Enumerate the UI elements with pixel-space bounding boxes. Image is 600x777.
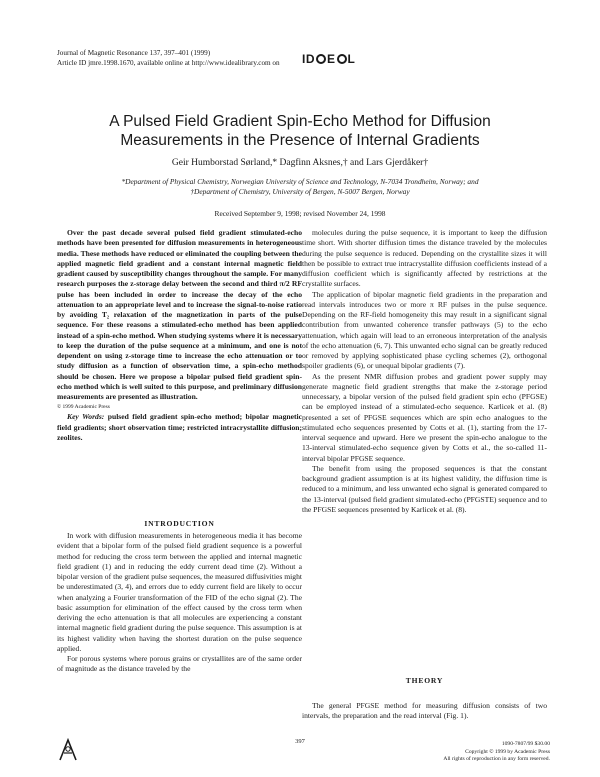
keywords xyxy=(57,412,302,443)
rights-line: All rights of reproduction in any form reserved. xyxy=(443,756,550,762)
intro-paragraph: For porous systems where porous grains or crystallites are of the same order of magnitude as the distance traveled by the xyxy=(57,654,302,674)
intro-paragraph: In work with diffusion measurements in heterogeneous media it has become evident that a bipolar form of the pulsed field gradient sequence is a powerful method for reducing the cross term between the applied and internal magnetic field gradient (1) and in reducing the eddy current dead time (2). Without a bipolar version of the gradient pulse sequences, the measured diffusivities might be underestimated (3, 4), and errors due to eddy current field are likely to occur when analyzing a Fourier transformation of the FID of the echo signal (2). The basic assumption for elimination of the effect caused by the cross term when deriving the echo attenuation is that all molecules are experiencing a constant internal magnetic field gradient during the pulse sequence. This assumption is at its highest validity when having the shortest duration on the pulse sequence applied. xyxy=(57,531,302,653)
logo-circle-icon xyxy=(316,54,326,64)
ideal-logo[interactable] xyxy=(302,52,355,66)
copyright-footer xyxy=(380,741,550,764)
affiliations xyxy=(60,177,540,197)
theory-body xyxy=(302,701,547,722)
abstract xyxy=(57,228,302,443)
keywords-text: pulsed field gradient spin-echo method; bipolar magnetic field gradients; short observation time; restricted intracrystallite diffusion; zeolites. xyxy=(57,412,302,442)
title-line-2: Measurements in the Presence of Internal Gradients xyxy=(120,132,480,149)
body-paragraph: molecules during the pulse sequence, it is important to keep the diffusion time short. With shorter diffusion times the distance traveled by the molecules during the pulse sequence is reduced. Depending on the crystallite sizes it will then be possible to extract true intracrystallite diffusion coefficients instead of a diffusion coefficient which is significantly affected by restrictions at the crystallite surfaces. xyxy=(302,228,547,289)
journal-citation: Journal of Magnetic Resonance 137, 397–401 (1999) xyxy=(57,49,211,57)
received-date: Received September 9, 1998; revised November 24, 1998 xyxy=(214,209,386,218)
title-line-1: A Pulsed Field Gradient Spin-Echo Method for Diffusion xyxy=(109,113,491,130)
article-id-line[interactable]: Article ID jmre.1998.1670, available online at http://www.idealibrary.com on xyxy=(57,59,280,67)
issn-price: 1090-7807/99 $30.00 xyxy=(501,741,550,747)
affiliation-2: †Department of Chemistry, University of Bergen, N-5007 Bergen, Norway xyxy=(190,187,410,196)
logo-text-id: ID xyxy=(302,52,315,66)
paper-title xyxy=(60,112,540,150)
body-paragraph: The application of bipolar magnetic field gradients in the preparation and read intervals introduces two or more π RF pulses in the pulse sequence. Depending on the RF-field homogeneity this may result in a significant signal contribution from unwanted coherence transfer pathways (5) to the echo attenuation, which again will lead to an erroneous interpretation of the analysis of the echo attenuation (6, 7). This unwanted echo signal can be greatly reduced or removed by applying sophisticated phase cycling schemes (2), orthogonal spoiler gradients (6), or unequal bipolar gradients (7). xyxy=(302,289,547,371)
logo-circle-icon xyxy=(337,54,347,64)
introduction-heading: INTRODUCTION xyxy=(144,519,215,528)
right-column-body xyxy=(302,228,547,515)
logo-text-l: L xyxy=(347,52,356,66)
academic-press-logo-icon xyxy=(57,738,79,762)
theory-heading: THEORY xyxy=(405,676,444,685)
page-number: 397 xyxy=(295,738,305,745)
affiliation-1: *Department of Physical Chemistry, Norwegian University of Science and Technology, N-7034 Trondheim, Norway; and xyxy=(121,177,479,186)
body-paragraph: The benefit from using the proposed sequences is that the constant background gradient assumption is at its highest validity, the diffusion time is reduced to a minimum, and less unwanted echo signal is generated compared to the 13-interval (pulsed field gradient simulated-echo (PFGSTE) sequence and to the PFGSE sequences presented by Karlicek et al. (8). xyxy=(302,463,547,514)
abstract-text: Over the past decade several pulsed field gradient stimulated-echo methods have been presented for diffusion measurements in heterogeneous media. These methods have reduced or eliminated the coupling between the applied magnetic field gradient and a constant internal magnetic field gradient caused by susceptibility changes throughout the sample. For many research purposes the z-storage delay between the second and third π/2 RF pulse has been included in order to increase the decay of the echo attenuation to an appropriate level and to increase the signal-to-noise ratio by avoiding T₂ relaxation of the magnetization in parts of the pulse sequence. For these reasons a stimulated-echo method has been applied instead of a spin-echo method. When studying systems where it is necessary to keep the duration of the pulse sequence at a minimum, and one is not dependent on using z-storage time to increase the echo attenuation or to study diffusion as a function of observation time, a spin-echo method should be chosen. Here we propose a bipolar pulsed field gradient spin-echo method which is well suited to this purpose, and preliminary diffusion measurements are presented as illustration. xyxy=(57,228,302,401)
abstract-copyright: © 1999 Academic Press xyxy=(57,404,110,411)
introduction-body xyxy=(57,531,302,675)
theory-paragraph: The general PFGSE method for measuring diffusion consists of two intervals, the preparation and the read interval (Fig. 1). xyxy=(302,701,547,721)
keywords-label: Key Words: xyxy=(67,412,105,422)
copyright-line: Copyright © 1999 by Academic Press xyxy=(465,748,550,755)
logo-text-e: E xyxy=(327,52,336,66)
body-paragraph: As the present NMR diffusion probes and gradient power supply may generate magnetic field gradient strengths that make the z-storage period unnecessary, a bipolar version of the pulsed field gradient spin echo (PFGSE) can be employed instead of a stimulated-echo sequence. Karlicek et al. (8) presented a set of PFGSE sequences which are spin echo analogues to the stimulated echo sequences presented by Cotts et al. (1), starting from the 17-interval sequence and upward. Here we present the spin-echo analogue to the 13-interval stimulated-echo sequence given by Cotts et al., the so-called 11-interval bipolar PFGSE sequence. xyxy=(302,371,547,463)
author-list: Geir Humborstad Sørland,* Dagfinn Aksnes,† and Lars Gjerdåker† xyxy=(171,158,429,168)
